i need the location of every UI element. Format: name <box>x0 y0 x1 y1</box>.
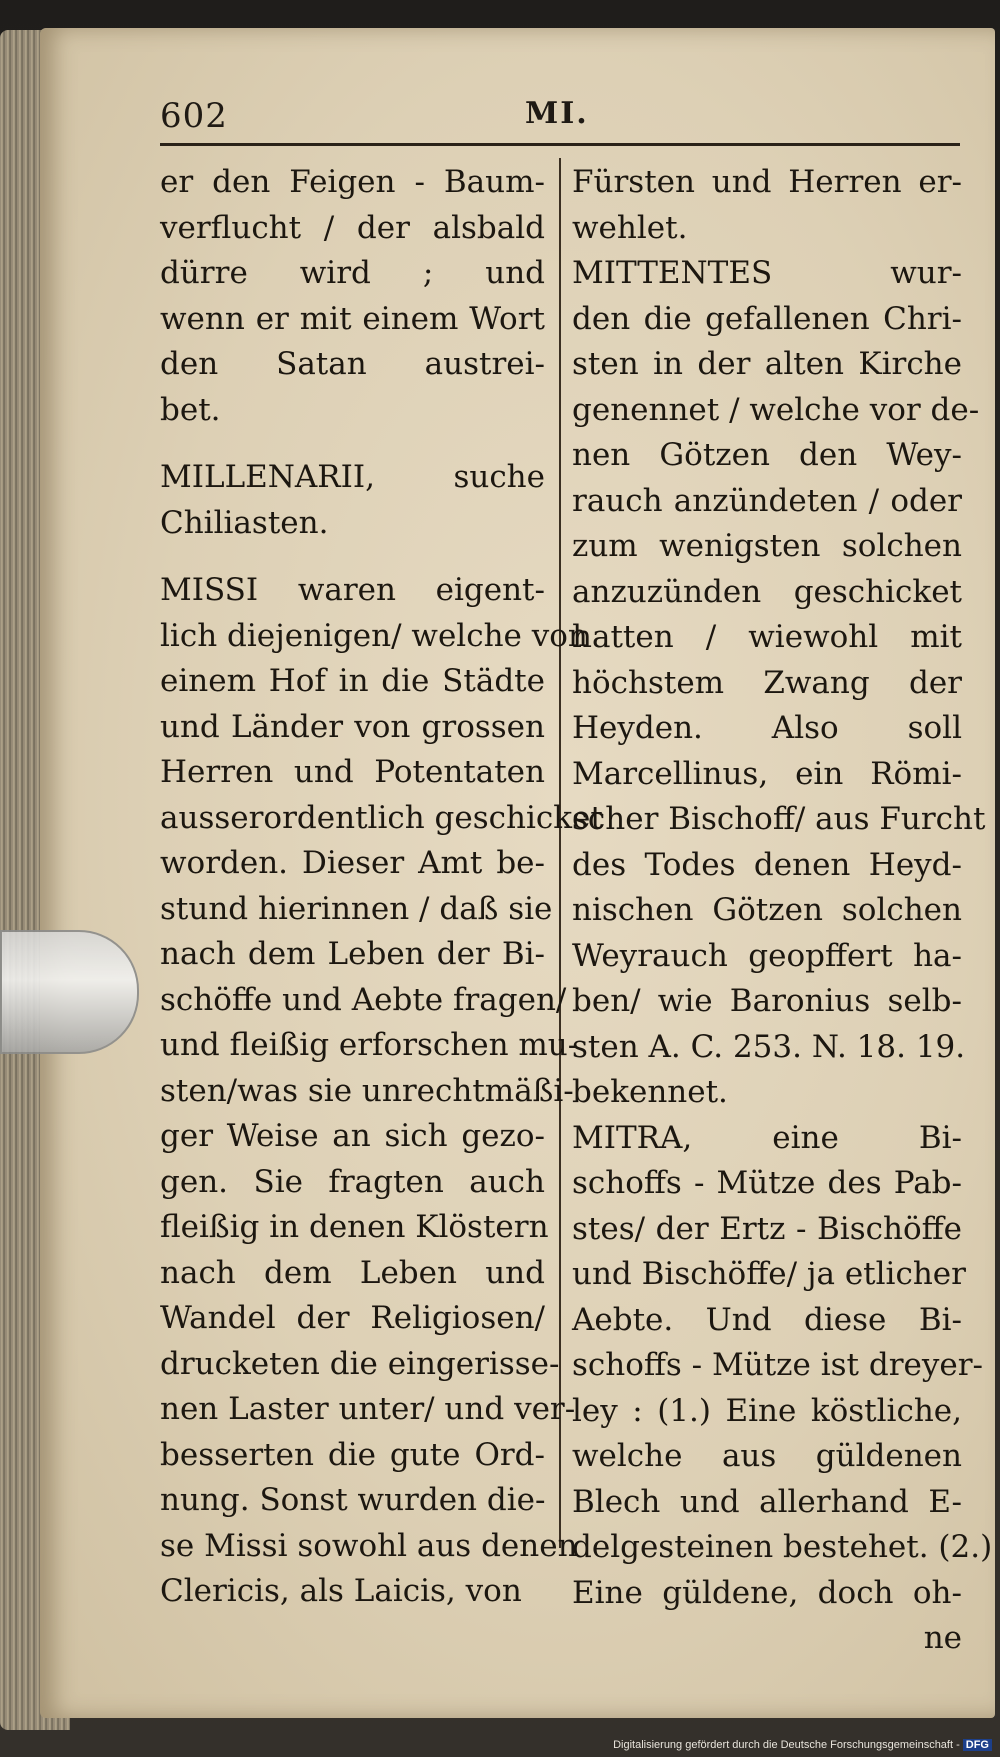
text-line: MITTENTES wur- <box>572 255 962 291</box>
text-line: ger Weise an sich gezo- <box>160 1118 545 1154</box>
text-line: welche aus güldenen <box>572 1438 962 1474</box>
dfg-badge: DFG <box>963 1739 992 1751</box>
text-line: den Satan austrei- <box>160 346 545 382</box>
text-line: und fleißig erforschen mu- <box>160 1027 579 1063</box>
text-line: und Bischöffe/ ja etlicher <box>572 1256 966 1292</box>
text-line: verflucht / der alsbald <box>160 209 545 246</box>
text-line: Weyrauch geopffert ha- <box>572 937 962 974</box>
text-line: einem Hof in die Städte <box>160 663 545 699</box>
text-line: MILLENARII, suche <box>160 459 545 495</box>
paragraph-gap <box>160 546 545 568</box>
text-line: nen Götzen den Wey- <box>572 437 962 473</box>
text-line: nach dem Leben der Bi- <box>160 936 545 972</box>
text-line: nung. Sonst wurden die- <box>160 1482 546 1518</box>
text-line: rauch anzündeten / oder <box>572 482 962 519</box>
left-column <box>160 160 603 1615</box>
text-line: ley : (1.) Eine köstliche, <box>572 1392 962 1429</box>
text-line: ausserordentlich geschicket <box>160 799 603 836</box>
text-line: schöffe und Aebte fragen/ <box>160 981 567 1018</box>
text-line: schoffs - Mütze des Pab- <box>572 1165 962 1201</box>
text-line: gen. Sie fragten auch <box>160 1163 545 1200</box>
text-line: scher Bischoff/ aus Furcht <box>572 801 986 837</box>
right-column <box>572 160 993 1662</box>
credit-text: Digitalisierung gefördert durch die Deutsche Forschungsgemeinschaft - <box>613 1739 960 1751</box>
column-divider <box>559 158 561 1548</box>
running-head <box>160 96 960 146</box>
text-line: stund hierinnen / daß sie <box>160 890 553 927</box>
text-line: Marcellinus, ein Römi- <box>572 755 962 792</box>
text-line: hatten / wiewohl mit <box>572 619 962 655</box>
paragraph-gap <box>160 433 545 455</box>
running-title: MI. <box>525 96 589 131</box>
page-clip <box>0 930 139 1054</box>
text-line: bekennet. <box>572 1074 728 1110</box>
text-line: nen Laster unter/ und ver- <box>160 1391 576 1427</box>
text-line: schoffs - Mütze ist dreyer- <box>572 1347 984 1383</box>
digitization-credit <box>613 1739 992 1751</box>
text-line: und Länder von grossen <box>160 708 545 745</box>
text-line: MITRA, eine Bi- <box>572 1119 962 1156</box>
text-line: Chiliasten. <box>160 504 329 541</box>
text-line: se Missi sowohl aus denen <box>160 1527 578 1564</box>
text-line: fleißig in denen Klöstern <box>160 1209 549 1245</box>
text-line: stes/ der Ertz - Bischöffe <box>572 1210 962 1247</box>
text-line: Heyden. Also soll <box>572 710 962 746</box>
text-line: sten A. C. 253. N. 18. 19. <box>572 1028 966 1065</box>
text-line: zum wenigsten solchen <box>572 528 962 564</box>
text-line: den die gefallenen Chri- <box>572 300 962 337</box>
text-line: Eine güldene, doch oh- <box>572 1574 962 1611</box>
text-line: höchstem Zwang der <box>572 664 962 701</box>
text-line: lich diejenigen/ welche von <box>160 617 588 654</box>
text-line: sten/was sie unrechtmäßi- <box>160 1072 574 1109</box>
text-line: nischen Götzen solchen <box>572 892 962 928</box>
text-line: des Todes denen Heyd- <box>572 846 962 883</box>
text-line: Aebte. Und diese Bi- <box>572 1301 962 1338</box>
text-line: besserten die gute Ord- <box>160 1436 545 1473</box>
text-line: Fürsten und Herren er- <box>572 164 962 200</box>
text-line: sten in der alten Kirche <box>572 346 962 382</box>
text-line: ne <box>923 1620 962 1656</box>
text-line: MISSI waren eigent- <box>160 572 545 608</box>
text-line: dürre wird ; und <box>160 255 545 291</box>
text-line: Wandel der Religiosen/ <box>160 1300 545 1336</box>
text-line: nach dem Leben und <box>160 1254 545 1291</box>
text-line: anzuzünden geschicket <box>572 573 962 610</box>
text-line: Blech und allerhand E- <box>572 1483 962 1520</box>
text-line: genennet / welche vor de- <box>572 391 980 428</box>
page-number: 602 <box>160 96 228 136</box>
text-line: er den Feigen - Baum- <box>160 164 545 200</box>
text-line: Clericis, als Laicis, von <box>160 1573 522 1609</box>
text-line: wehlet. <box>572 209 688 246</box>
text-line: Herren und Potentaten <box>160 754 545 790</box>
text-line: delgesteinen bestehet. (2.) <box>572 1529 993 1565</box>
text-line: worden. Dieser Amt be- <box>160 845 545 881</box>
text-line: ben/ wie Baronius selb- <box>572 983 962 1019</box>
text-line: drucketen die eingerisse- <box>160 1345 560 1382</box>
header-rule <box>160 143 960 146</box>
text-line: bet. <box>160 391 221 428</box>
text-line: wenn er mit einem Wort <box>160 300 545 337</box>
